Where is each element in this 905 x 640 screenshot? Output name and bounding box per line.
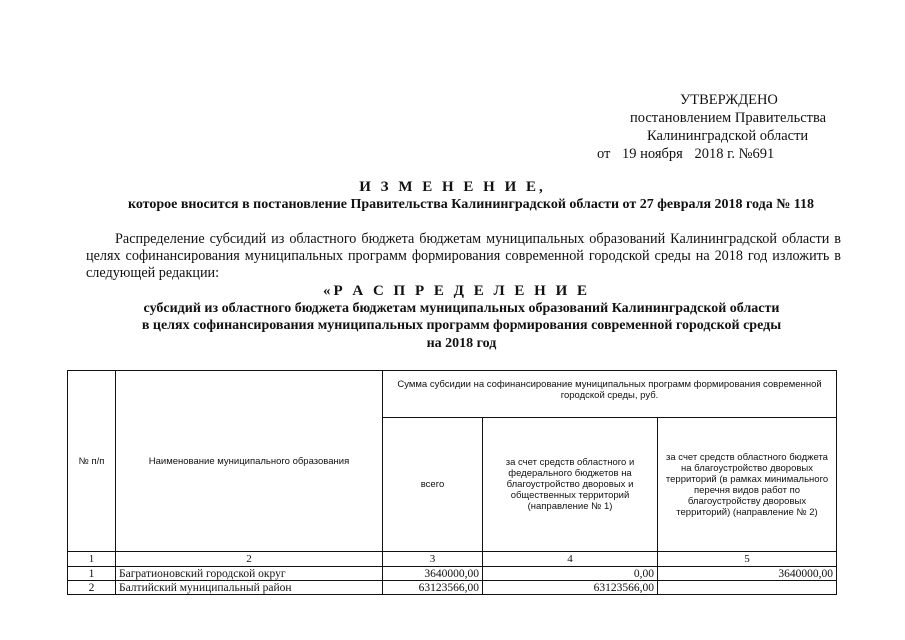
column-number: 2 [116,552,383,567]
approval-title: УТВЕРЖДЕНО [680,92,778,108]
amount-total: 63123566,00 [383,581,483,595]
municipality-name: Багратионовский городской округ [116,567,383,581]
column-number: 1 [68,552,116,567]
header-subsidy-group: Сумма субсидии на софинансирование муниципальных программ формирования современной городской среды, руб. [383,371,837,418]
amount-direction-2 [658,581,837,595]
approval-date-line [597,146,774,163]
distribution-title: «Р А С П Р Е Д Е Л Е Н И Е [322,283,590,299]
amount-direction-1: 0,00 [483,567,658,581]
distribution-line-1: субсидий из областного бюджета бюджетам муниципальных образований Калининградской области [143,301,780,316]
amount-direction-2: 3640000,00 [658,567,837,581]
date-year: 2018 г. № [694,146,753,162]
change-title: И З М Е Н Е Н И Е, [359,179,546,195]
date-value: 19 ноября [622,146,683,162]
header-num: № п/п [68,371,116,552]
header-name: Наименование муниципального образования [116,371,383,552]
amount-total: 3640000,00 [383,567,483,581]
amount-direction-1: 63123566,00 [483,581,658,595]
table-row [68,581,837,595]
municipality-name: Балтийский муниципальный район [116,581,383,595]
column-number: 4 [483,552,658,567]
table-header-row [68,371,837,418]
date-prefix: от [597,146,611,162]
intro-paragraph: Распределение субсидий из областного бюджета бюджетам муниципальных образований Калининградской области в целях софинансирования муниципальных программ формирования современной городской среды на 2018 год изложить в следующей редакции: [86,231,841,281]
document-number: 691 [752,146,775,162]
header-direction-2: за счет средств областного бюджета на благоустройство дворовых территорий (в рамках минимального перечня видов работ по благоустройству дворовых территорий) (направление № 2) [658,418,837,552]
column-number: 5 [658,552,837,567]
approval-line-region: Калининградской области [647,128,809,144]
column-number: 3 [383,552,483,567]
change-subtitle: которое вносится в постановление Правительства Калининградской области от 27 февраля 2018 года № 118 [127,197,815,212]
distribution-line-3: на 2018 год [426,336,497,351]
row-number: 1 [68,567,116,581]
distribution-line-2: в целях софинансирования муниципальных программ формирования современной городской среды [141,318,782,333]
subsidy-table [67,370,837,595]
approval-line-government: постановлением Правительства [630,110,827,126]
column-number-row [68,552,837,567]
header-direction-1: за счет средств областного и федерального бюджетов на благоустройство дворовых и общественных территорий (направление № 1) [483,418,658,552]
header-total: всего [383,418,483,552]
row-number: 2 [68,581,116,595]
table-row [68,567,837,581]
